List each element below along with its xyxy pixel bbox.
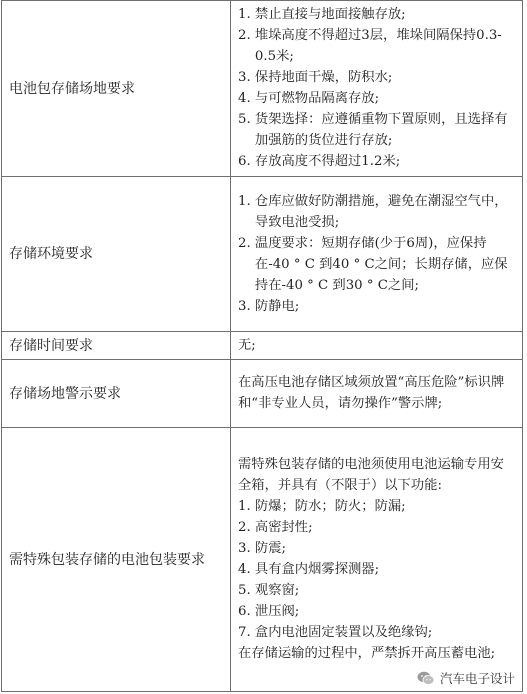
row-content xyxy=(231,177,523,332)
list-item xyxy=(238,622,516,643)
outro-text: 在存储运输的过程中，严禁拆开高压蓄电池; xyxy=(238,646,496,661)
item-number: 1. xyxy=(238,499,251,514)
list-item xyxy=(238,233,516,296)
row-label: 存储场地警示要求 xyxy=(2,360,231,428)
item-text: 堆垛高度不得超过3层，堆垛间隔保持0.3-0.5米; xyxy=(254,28,502,64)
item-number: 3. xyxy=(238,70,251,85)
item-text: 仓库应做好防潮措施，避免在潮湿空气中，导致电池受损; xyxy=(254,193,508,230)
item-number: 4. xyxy=(238,91,251,106)
list-item xyxy=(238,67,516,88)
requirement-list xyxy=(238,191,516,317)
item-text: 防震; xyxy=(254,541,286,556)
requirement-list xyxy=(238,496,516,643)
table-row xyxy=(2,177,523,332)
list-item xyxy=(238,517,516,538)
item-number: 5. xyxy=(238,112,251,127)
table-row xyxy=(2,360,523,428)
list-item xyxy=(238,109,516,151)
watermark-text: 汽车电子设计 xyxy=(439,671,515,686)
list-item xyxy=(238,151,516,172)
item-text: 观察窗; xyxy=(254,583,300,598)
item-text: 防静电; xyxy=(254,298,300,314)
requirement-list xyxy=(238,4,516,172)
item-number: 7. xyxy=(238,625,251,640)
item-number: 1. xyxy=(238,7,251,22)
item-text: 高密封性; xyxy=(254,520,313,535)
list-item xyxy=(238,4,516,25)
list-item xyxy=(238,296,516,317)
list-item xyxy=(238,559,516,580)
row-label: 需特殊包装存储的电池包装要求 xyxy=(2,428,231,692)
item-text: 具有盒内烟雾探测器; xyxy=(254,562,380,577)
watermark xyxy=(413,668,519,688)
item-text: 盒内电池固定装置以及绝缘钩; xyxy=(254,625,433,640)
item-number: 3. xyxy=(238,541,251,556)
table-row xyxy=(2,1,523,177)
item-number: 2. xyxy=(238,520,251,535)
row-content: 无; xyxy=(231,332,523,360)
item-text: 禁止直接与地面接触存放; xyxy=(254,7,406,22)
item-text: 保持地面干燥，防积水; xyxy=(254,70,393,85)
row-label: 电池包存储场地要求 xyxy=(2,1,231,177)
item-number: 6. xyxy=(238,604,251,619)
item-text: 与可燃物品隔离存放; xyxy=(254,91,380,106)
row-label: 存储环境要求 xyxy=(2,177,231,332)
list-item xyxy=(238,25,516,67)
list-item xyxy=(238,88,516,109)
item-number: 3. xyxy=(238,298,251,314)
table-row xyxy=(2,428,523,692)
item-number: 2. xyxy=(238,28,251,43)
item-text: 防爆；防水；防火；防漏; xyxy=(254,499,406,514)
storage-requirements-table xyxy=(1,0,523,692)
item-number: 4. xyxy=(238,562,251,577)
table-row xyxy=(2,332,523,360)
item-text: 存放高度不得超过1.2米; xyxy=(254,154,401,169)
item-number: 5. xyxy=(238,583,251,598)
row-content: 在高压电池存储区域须放置“高压危险”标识牌和“非专业人员，请勿操作”警示牌; xyxy=(231,360,523,428)
list-item xyxy=(238,601,516,622)
item-number: 1. xyxy=(238,193,251,209)
item-text: 泄压阀; xyxy=(254,604,300,619)
item-number: 2. xyxy=(238,235,251,251)
row-label: 存储时间要求 xyxy=(2,332,231,360)
list-item xyxy=(238,191,516,233)
row-content xyxy=(231,1,523,177)
list-item xyxy=(238,538,516,559)
item-text: 货架选择：应遵循重物下置原则，且选择有加强筋的货位进行存放; xyxy=(254,112,508,148)
list-item xyxy=(238,580,516,601)
item-number: 6. xyxy=(238,154,251,169)
item-text: 温度要求：短期存储(少于6周)，应保持在-40 ° C 到40 ° C之间；长期存储，应保持在-40 ° C 到30 ° C之间; xyxy=(254,235,508,293)
row-content xyxy=(231,428,523,692)
wechat-icon xyxy=(417,671,435,686)
list-item xyxy=(238,496,516,517)
intro-text: 需特殊包装存储的电池须使用电池运输专用安全箱，并具有（不限于）以下功能: xyxy=(238,457,504,493)
